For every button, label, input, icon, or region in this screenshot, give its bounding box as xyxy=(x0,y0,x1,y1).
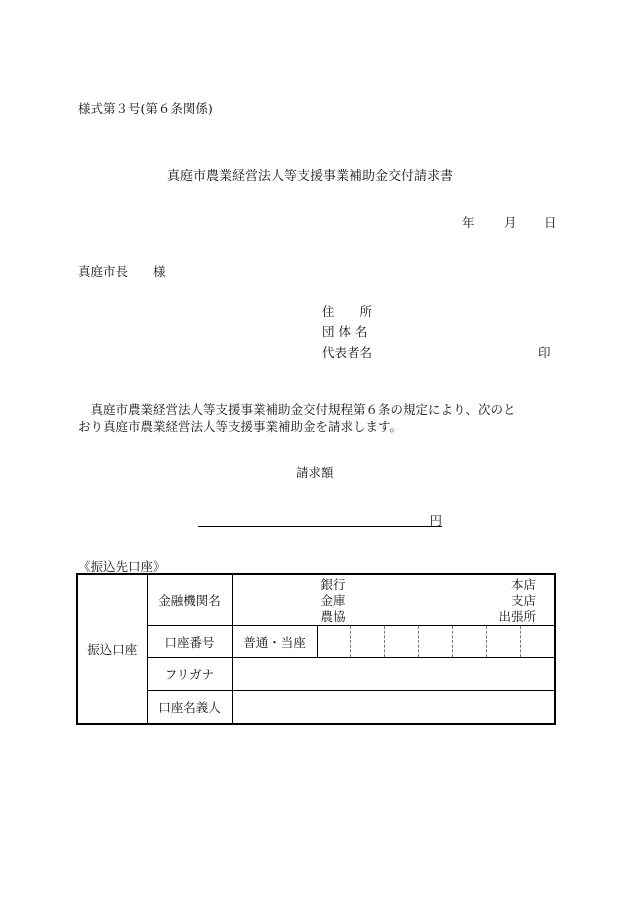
body-text-line2: おり真庭市農業経営法人等支援事業補助金を請求します。 xyxy=(78,419,403,434)
account-number-label: 口座番号 xyxy=(147,626,232,658)
applicant-rep-label: 代表者名 xyxy=(322,345,373,360)
amount-line xyxy=(198,511,442,527)
account-digit-boxes[interactable] xyxy=(318,626,555,657)
account-type: 普通・当座 xyxy=(233,626,318,657)
institution-types xyxy=(321,577,346,625)
date-line xyxy=(462,213,557,231)
yen-label: 円 xyxy=(429,513,442,528)
digit-box[interactable] xyxy=(486,626,520,657)
date-year: 年 xyxy=(462,215,475,230)
furigana-field[interactable] xyxy=(232,658,555,691)
addressee: 真庭市長 様 xyxy=(78,264,166,279)
branch-branch: 支店 xyxy=(510,593,536,608)
holder-field[interactable] xyxy=(232,691,555,724)
form-number: 様式第３号(第６条関係) xyxy=(78,101,213,116)
applicant-org-label: 団 体 名 xyxy=(322,324,368,339)
seal-mark: 印 xyxy=(538,345,551,360)
date-day: 日 xyxy=(544,215,557,230)
row-header-transfer-account: 振込口座 xyxy=(77,574,147,724)
digit-box[interactable] xyxy=(318,626,351,657)
type-ja: 農協 xyxy=(320,609,346,624)
document-title: 真庭市農業経営法人等支援事業補助金交付請求書 xyxy=(167,169,454,184)
furigana-label: フリガナ xyxy=(147,658,232,691)
body-text-line1: 真庭市農業経営法人等支援事業補助金交付規程第６条の規定により、次のと xyxy=(78,402,516,417)
amount-label: 請求額 xyxy=(296,465,334,480)
bank-section-label: 《振込先口座》 xyxy=(78,559,166,574)
digit-box[interactable] xyxy=(350,626,384,657)
digit-box[interactable] xyxy=(384,626,418,657)
date-month: 月 xyxy=(504,215,517,230)
applicant-address-label: 住 所 xyxy=(322,304,373,319)
institution-field[interactable] xyxy=(232,574,555,626)
digit-box[interactable] xyxy=(452,626,486,657)
account-number-field[interactable] xyxy=(232,626,555,658)
institution-label: 金融機関名 xyxy=(147,574,232,626)
digit-box[interactable] xyxy=(418,626,452,657)
bank-account-table xyxy=(76,573,556,725)
branch-types xyxy=(498,577,536,625)
type-bank: 銀行 xyxy=(320,577,346,592)
branch-head: 本店 xyxy=(510,577,536,592)
type-shinkin: 金庫 xyxy=(320,593,346,608)
branch-sub: 出張所 xyxy=(498,609,536,624)
holder-label: 口座名義人 xyxy=(147,691,232,724)
digit-box[interactable] xyxy=(520,626,554,657)
